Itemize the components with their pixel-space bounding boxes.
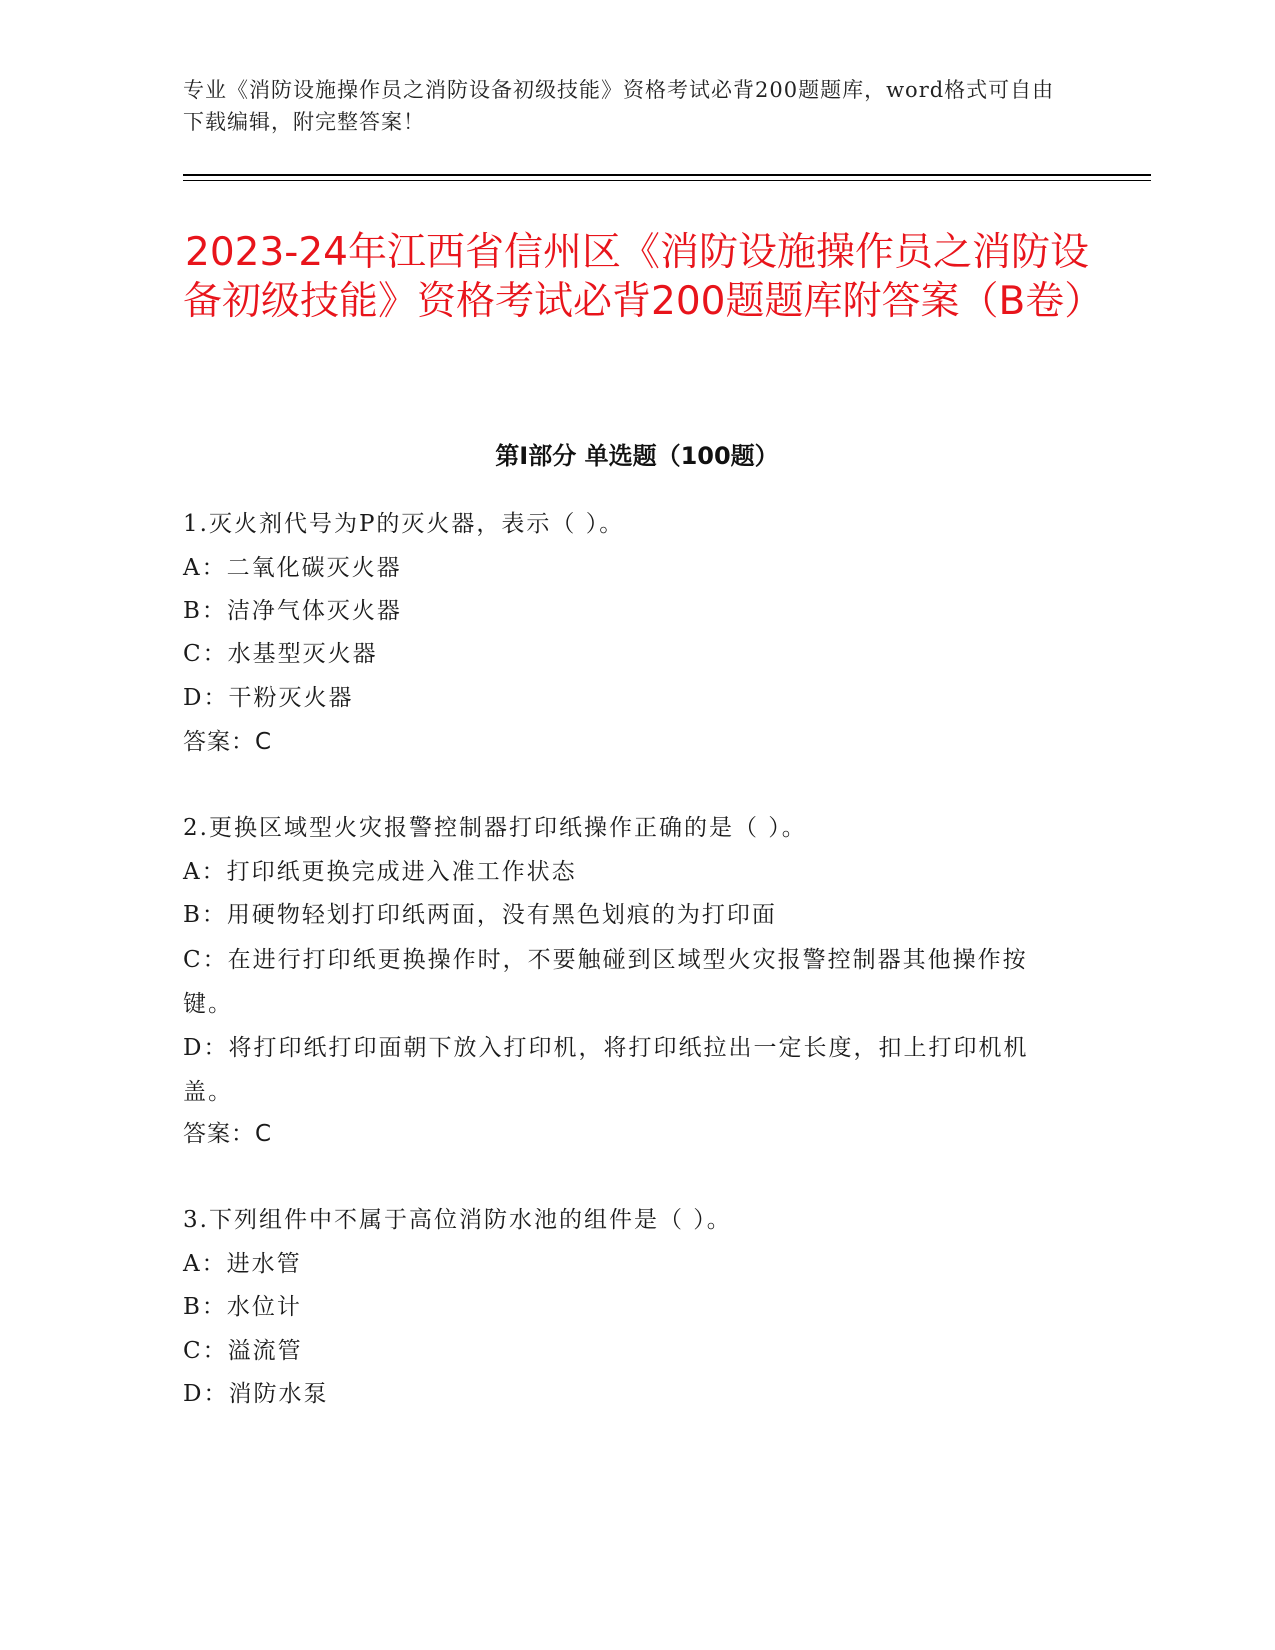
question-1-option-c: C：水基型灭火器 (183, 641, 378, 667)
header-divider-thick (183, 174, 1151, 176)
question-1-option-d: D：干粉灭火器 (183, 685, 354, 711)
question-1-answer: 答案：C (183, 729, 273, 755)
question-2-option-d: D：将打印纸打印面朝下放入打印机，将打印纸拉出一定长度，扣上打印机机盖。 (183, 1035, 1029, 1105)
question-3-option-a: A：进水管 (183, 1251, 302, 1277)
document-title: 2023-24年江西省信州区《消防设施操作员之消防设备初级技能》资格考试必背200题题库附答案（B卷） (183, 230, 1104, 324)
question-3-option-c: C：溢流管 (183, 1338, 303, 1364)
question-3-option-d: D：消防水泵 (183, 1381, 329, 1407)
question-1-option-a: A：二氧化碳灭火器 (183, 555, 402, 581)
question-2-option-b: B：用硬物轻划打印纸两面，没有黑色划痕的为打印面 (183, 902, 777, 928)
section-heading: 第Ⅰ部分 单选题（100题） (495, 442, 779, 470)
question-2-answer: 答案：C (183, 1121, 273, 1147)
question-1-option-b: B：洁净气体灭火器 (183, 598, 402, 624)
header-note: 专业《消防设施操作员之消防设备初级技能》资格考试必背200题题库，word格式可自由下载编辑，附完整答案！ (183, 78, 1055, 134)
question-1-stem: 1.灭火剂代号为P的灭火器，表示（ ）。 (183, 511, 625, 537)
question-2-option-a: A：打印纸更换完成进入准工作状态 (183, 859, 577, 885)
question-2-stem: 2.更换区域型火灾报警控制器打印纸操作正确的是（ ）。 (183, 815, 807, 841)
question-2-option-c: C：在进行打印纸更换操作时，不要触碰到区域型火灾报警控制器其他操作按键。 (183, 947, 1028, 1017)
question-3-option-b: B：水位计 (183, 1294, 302, 1320)
header-divider-thin (183, 180, 1151, 181)
question-3-stem: 3.下列组件中不属于高位消防水池的组件是（ ）。 (183, 1207, 732, 1233)
